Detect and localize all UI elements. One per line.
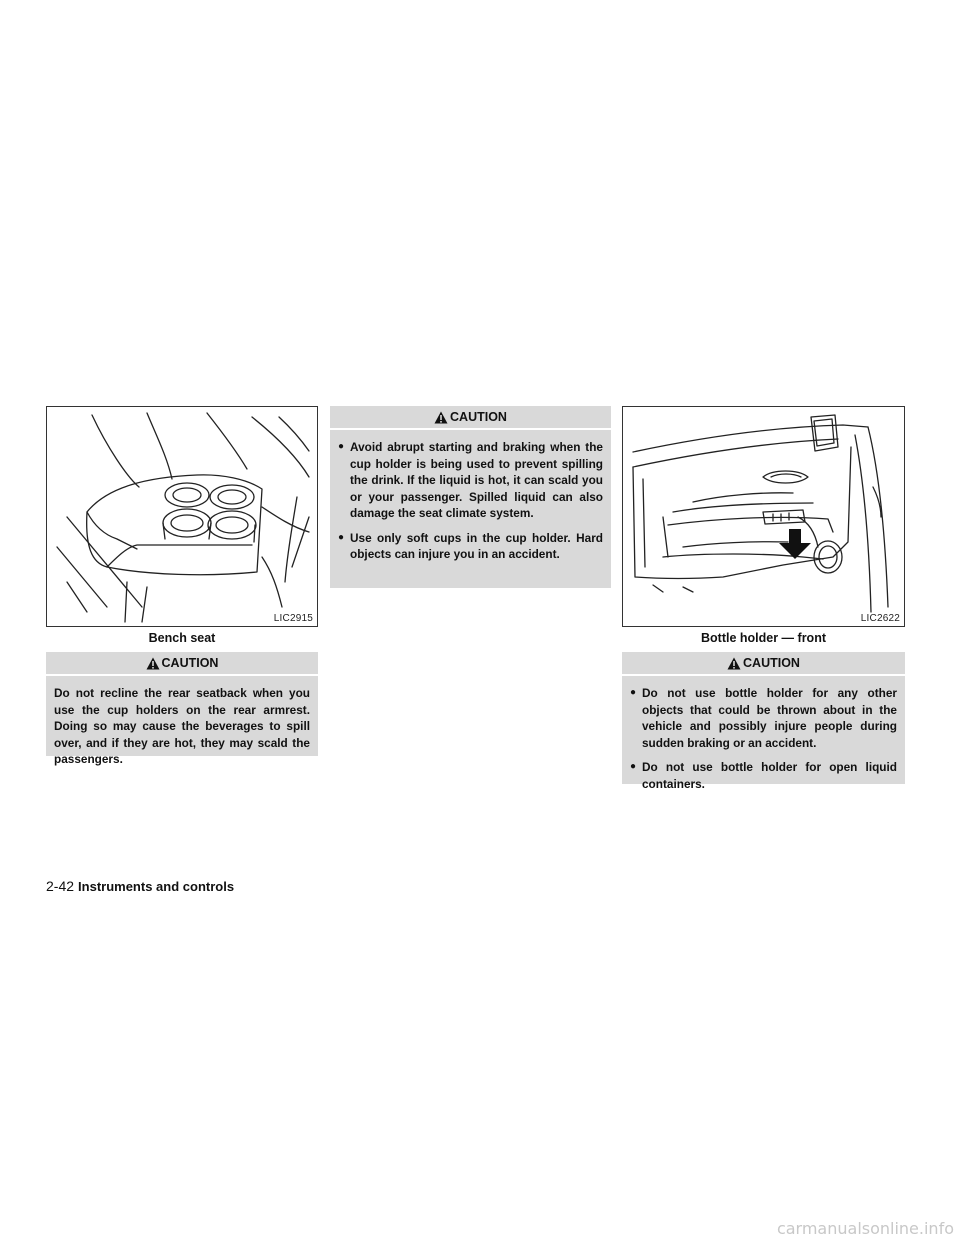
list-item: ● Do not use bottle holder for any other objects that could be thrown about in the vehicle and possibly injure people during sudden braking or an accident.: [630, 686, 897, 750]
caution-bullets: [622, 676, 905, 802]
caution-bullets: [330, 430, 611, 573]
caution-title: CAUTION: [161, 656, 219, 670]
figure-code: LIC2622: [860, 613, 900, 624]
bullet-icon: ●: [630, 687, 637, 698]
figure-caption-bench-seat: Bench seat: [148, 631, 216, 645]
bullet-icon: ●: [338, 531, 345, 543]
caution-box-left: [46, 652, 318, 766]
list-item: ● Avoid abrupt starting and braking when the cup holder is being used to prevent spilling the drink. If the liquid is hot, it can scald you or your passenger. Spilled liquid can also damage the seat climate system.: [338, 440, 603, 520]
section-title: Instruments and controls: [78, 879, 235, 894]
caution-text: Do not recline the rear seatback when you use the cup holders on the rear armrest. Doing so may cause the beverages to spill over, and if they are hot, they may scald the passengers.: [54, 686, 310, 766]
down-arrow-icon: [779, 529, 811, 559]
caution-header: [622, 652, 905, 676]
page-footer: [46, 878, 234, 894]
list-item: ● Use only soft cups in the cup holder. Hard objects can injure you in an accident.: [338, 530, 603, 561]
caution-title: CAUTION: [450, 410, 507, 424]
bullet-icon: ●: [630, 761, 637, 772]
bullet-icon: ●: [338, 441, 345, 452]
warning-triangle-icon: [146, 657, 160, 670]
caution-header: [46, 652, 318, 676]
caution-box-middle: [330, 406, 611, 588]
warning-triangle-icon: [434, 411, 448, 424]
page-number: 2-42: [46, 878, 75, 894]
figure-code: LIC2915: [273, 613, 313, 624]
caution-title: CAUTION: [743, 656, 800, 670]
watermark: carmanualsonline.info: [776, 1219, 954, 1238]
figure-bottle-holder: [622, 406, 905, 627]
bench-seat-illustration: [47, 407, 318, 627]
caution-box-right: [622, 652, 905, 791]
caution-header: [330, 406, 611, 430]
warning-triangle-icon: [727, 657, 741, 670]
figure-caption-bottle-holder: Bottle holder — front: [701, 631, 826, 645]
figure-bench-seat: [46, 406, 318, 627]
bottle-holder-illustration: [623, 407, 905, 627]
list-item: ● Do not use bottle holder for open liquid containers.: [630, 760, 897, 791]
